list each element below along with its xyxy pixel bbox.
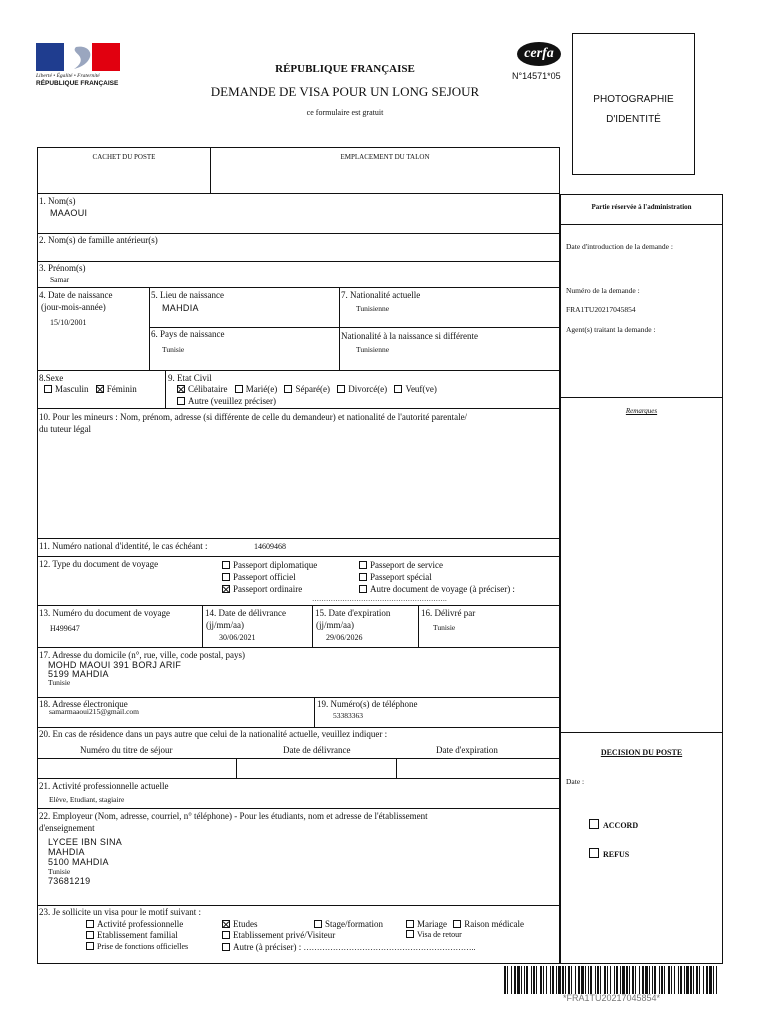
photo-box xyxy=(572,33,695,175)
f1-value[interactable]: MAAOUI xyxy=(50,208,88,218)
checkbox-veuf[interactable] xyxy=(394,385,402,393)
f18-value[interactable]: samarmaaoui215@gmail.com xyxy=(49,707,140,716)
f8-label: 8.Sexe xyxy=(39,373,64,383)
f6-value[interactable]: Tunisie xyxy=(162,345,185,354)
f9-veuf-label: Veuf(ve) xyxy=(405,384,437,394)
f23-label: 23. Je sollicite un visa pour le motif suivant : xyxy=(39,907,201,917)
f23-row1b xyxy=(222,919,258,929)
checkbox-refus[interactable] xyxy=(589,848,599,858)
f23-raison-label: Raison médicale xyxy=(464,919,524,929)
decision-title: DECISION DU POSTE xyxy=(600,748,683,757)
barcode-icon xyxy=(503,966,720,994)
f10-label-cont: du tuteur légal xyxy=(39,424,91,434)
f12-autre-label: Autre document de voyage (à préciser) : xyxy=(370,584,515,594)
logo-motto: Liberté • Égalité • Fraternité xyxy=(36,73,100,79)
header-subtitle: ce formulaire est gratuit xyxy=(306,108,384,117)
admin-numero-value: FRA1TU20217045854 xyxy=(566,305,636,314)
f21-value[interactable]: Elève, Etudiant, stagiaire xyxy=(49,795,125,804)
f18-label: 18. Adresse électronique xyxy=(39,699,128,709)
f7b-value[interactable]: Tunisienne xyxy=(356,345,390,354)
f1-label: 1. Nom(s) xyxy=(39,196,76,206)
checkbox-autre-etat-civil[interactable] xyxy=(177,397,185,405)
f14-label: 14. Date de délivrance xyxy=(205,608,286,618)
checkbox-passeport-ordinaire[interactable] xyxy=(222,585,230,593)
f22-line2[interactable]: MAHDIA xyxy=(48,847,85,857)
f16-label: 16. Délivré par xyxy=(421,608,476,618)
f12-options-right xyxy=(359,559,515,595)
admin-header: Partie réservée à l'administration xyxy=(591,203,692,211)
talon-label: EMPLACEMENT DU TALON xyxy=(340,153,430,161)
checkbox-raison-medicale[interactable] xyxy=(453,920,461,928)
f8-masculin-label: Masculin xyxy=(55,384,89,394)
f12-service-label: Passeport de service xyxy=(370,560,443,570)
cerfa-logo-text: cerfa xyxy=(524,46,554,61)
header-country: RÉPUBLIQUE FRANÇAISE xyxy=(275,63,415,75)
cachet-box xyxy=(37,147,211,194)
f23-mariage-label: Mariage xyxy=(417,919,447,929)
f23-fonctions-label: Prise de fonctions officielles xyxy=(97,942,189,951)
f22-label-cont: d'enseignement xyxy=(39,823,95,833)
f12-officiel-label: Passeport officiel xyxy=(233,572,296,582)
f23-row2 xyxy=(86,930,178,940)
photo-line1: PHOTOGRAPHIE xyxy=(593,94,674,105)
f5-label: 5. Lieu de naissance xyxy=(151,290,224,300)
f7-label: 7. Nationalité actuelle xyxy=(341,290,421,300)
checkbox-familial[interactable] xyxy=(86,931,94,939)
f12-ordinaire-label: Passeport ordinaire xyxy=(233,584,303,594)
decision-refus xyxy=(589,848,629,859)
checkbox-etudes[interactable] xyxy=(222,920,230,928)
checkbox-masculin[interactable] xyxy=(44,385,52,393)
barcode xyxy=(503,966,720,994)
f9-autre-option xyxy=(177,396,276,407)
barcode-text: *FRA1TU20217045854* xyxy=(562,993,661,1003)
f21-label: 21. Activité professionnelle actuelle xyxy=(39,781,169,791)
f8-options xyxy=(44,384,137,395)
decision-date: Date : xyxy=(566,777,585,786)
checkbox-feminin[interactable] xyxy=(96,385,104,393)
logo-name: RÉPUBLIQUE FRANÇAISE xyxy=(36,80,119,87)
f23-row1c xyxy=(314,919,383,929)
f23-retour-label: Visa de retour xyxy=(417,930,462,939)
f2-label: 2. Nom(s) de famille antérieur(s) xyxy=(39,235,158,245)
f12-diplo-label: Passeport diplomatique xyxy=(233,560,318,570)
photo-line2: D'IDENTITÉ xyxy=(606,114,661,125)
cachet-label: CACHET DU POSTE xyxy=(92,153,156,161)
f15-unit: (jj/mm/aa) xyxy=(316,620,354,630)
f12-dots[interactable]: …………………………………………………. xyxy=(312,595,447,603)
f12-special-label: Passeport spécial xyxy=(370,572,432,582)
marianne-flag-icon xyxy=(36,43,120,71)
f23-row1d xyxy=(406,919,524,929)
f23-row2b xyxy=(222,930,335,940)
f22-line4[interactable]: Tunisie xyxy=(48,867,71,876)
cerfa-logo xyxy=(517,42,561,66)
f23-stage-label: Stage/formation xyxy=(325,919,383,929)
f23-row2c xyxy=(406,930,462,940)
f22-label: 22. Employeur (Nom, adresse, courriel, n° téléphone) - Pour les étudiants, nom et adresse de l'établissement xyxy=(39,811,428,821)
page-title: DEMANDE DE VISA POUR UN LONG SEJOUR xyxy=(210,84,480,99)
f23-row3b xyxy=(222,942,475,953)
f14-unit: (jj/mm/aa) xyxy=(206,620,244,630)
f17-line1[interactable]: MOHD MAOUI 391 BORJ ARIF xyxy=(48,660,182,670)
f23-etudes-label: Etudes xyxy=(233,919,258,929)
f23-dots[interactable]: ……………………………………………………….. xyxy=(303,943,476,952)
checkbox-activite-pro[interactable] xyxy=(86,920,94,928)
f9-options xyxy=(177,384,437,395)
f9-marie-label: Marié(e) xyxy=(245,384,278,394)
f19-value[interactable]: 53383363 xyxy=(333,711,363,720)
admin-numero-label: Numéro de la demande : xyxy=(566,286,640,295)
f13-label: 13. Numéro du document de voyage xyxy=(39,608,170,618)
checkbox-autre-motif[interactable] xyxy=(222,943,230,951)
f17-label: 17. Adresse du domicile (n°, rue, ville, code postal, pays) xyxy=(39,650,246,660)
cerfa-number: N°14571*05 xyxy=(512,71,561,81)
admin-agents: Agent(s) traitant la demande : xyxy=(566,325,656,334)
f12-options-left xyxy=(222,559,317,595)
f7-value[interactable]: Tunisienne xyxy=(356,304,390,313)
checkbox-passeport-officiel[interactable] xyxy=(222,573,230,581)
checkbox-celibataire[interactable] xyxy=(177,385,185,393)
checkbox-passeport-service[interactable] xyxy=(359,561,367,569)
checkbox-passeport-diplomatique[interactable] xyxy=(222,561,230,569)
checkbox-mariage[interactable] xyxy=(406,920,414,928)
f3-value[interactable]: Samar xyxy=(50,275,70,284)
f16-value[interactable]: Tunisie xyxy=(433,623,456,632)
refus-label: REFUS xyxy=(603,850,630,859)
f4-value[interactable]: 15/10/2001 xyxy=(50,318,87,327)
f14-value[interactable]: 30/06/2021 xyxy=(219,633,256,642)
f23-familial-label: Etablissement familial xyxy=(97,930,178,940)
f11-label: 11. Numéro national d'identité, le cas échéant : xyxy=(39,541,208,551)
checkbox-marie[interactable] xyxy=(235,385,243,393)
f8-feminin-label: Féminin xyxy=(106,384,137,394)
f15-label: 15. Date d'expiration xyxy=(315,608,391,618)
talon-box xyxy=(210,147,560,194)
f9-celibataire-label: Célibataire xyxy=(188,384,228,394)
f17-line2[interactable]: 5199 MAHDIA xyxy=(48,669,109,679)
f12-label: 12. Type du document de voyage xyxy=(39,559,159,569)
f22-line3[interactable]: 5100 MAHDIA xyxy=(48,857,109,867)
decision-accord xyxy=(589,819,638,830)
admin-remarques: Remarques xyxy=(625,407,658,415)
checkbox-divorce[interactable] xyxy=(337,385,345,393)
f9-label: 9. Etat Civil xyxy=(168,373,212,383)
f23-activite-label: Activité professionnelle xyxy=(97,919,184,929)
f5-value[interactable]: MAHDIA xyxy=(162,303,199,313)
f15-value[interactable]: 29/06/2026 xyxy=(326,633,363,642)
f17-line3[interactable]: Tunisie xyxy=(48,678,71,687)
f22-line5[interactable]: 73681219 xyxy=(48,876,91,886)
f4-label-format: (jour-mois-année) xyxy=(41,302,106,312)
f3-label: 3. Prénom(s) xyxy=(39,263,86,273)
checkbox-accord[interactable] xyxy=(589,819,599,829)
f23-row3 xyxy=(86,942,188,952)
f7b-label: Nationalité à la naissance si différente xyxy=(341,331,479,341)
f20-col2: Date de délivrance xyxy=(283,745,351,755)
checkbox-passeport-special[interactable] xyxy=(359,573,367,581)
f23-row1 xyxy=(86,919,183,929)
checkbox-fonctions-officielles[interactable] xyxy=(86,942,94,950)
republique-logo xyxy=(36,43,120,93)
f20-col3: Date d'expiration xyxy=(436,745,498,755)
f9-divorce-label: Divorcé(e) xyxy=(348,384,388,394)
checkbox-autre-document[interactable] xyxy=(359,585,367,593)
f20-label: 20. En cas de résidence dans un pays autre que celui de la nationalité actuelle, veuillez indiquer : xyxy=(39,729,388,739)
checkbox-separe[interactable] xyxy=(284,385,292,393)
f6-label: 6. Pays de naissance xyxy=(151,329,225,339)
f4-label: 4. Date de naissance xyxy=(39,290,113,300)
checkbox-stage[interactable] xyxy=(314,920,322,928)
f11-value[interactable]: 14609468 xyxy=(254,542,286,551)
f22-line1[interactable]: LYCEE IBN SINA xyxy=(48,837,123,847)
f9-autre-label: Autre (veuillez préciser) xyxy=(188,396,276,406)
accord-label: ACCORD xyxy=(603,821,639,830)
f9-separe-label: Séparé(e) xyxy=(295,384,330,394)
f10-input-area[interactable] xyxy=(39,437,557,535)
f20-col1: Numéro du titre de séjour xyxy=(80,745,173,755)
f23-autre-label: Autre (à préciser) : xyxy=(233,942,302,952)
admin-date-intro: Date d'introduction de la demande : xyxy=(566,242,673,251)
checkbox-prive-visiteur[interactable] xyxy=(222,931,230,939)
f19-label: 19. Numéro(s) de téléphone xyxy=(317,699,418,709)
f10-label: 10. Pour les mineurs : Nom, prénom, adresse (si différente de celle du demandeur) et nationalité de l'autorité parentale/ xyxy=(39,412,468,422)
f13-value[interactable]: H499647 xyxy=(50,624,80,633)
f23-prive-label: Etablissement privé/Visiteur xyxy=(233,930,336,940)
checkbox-visa-retour[interactable] xyxy=(406,930,414,938)
